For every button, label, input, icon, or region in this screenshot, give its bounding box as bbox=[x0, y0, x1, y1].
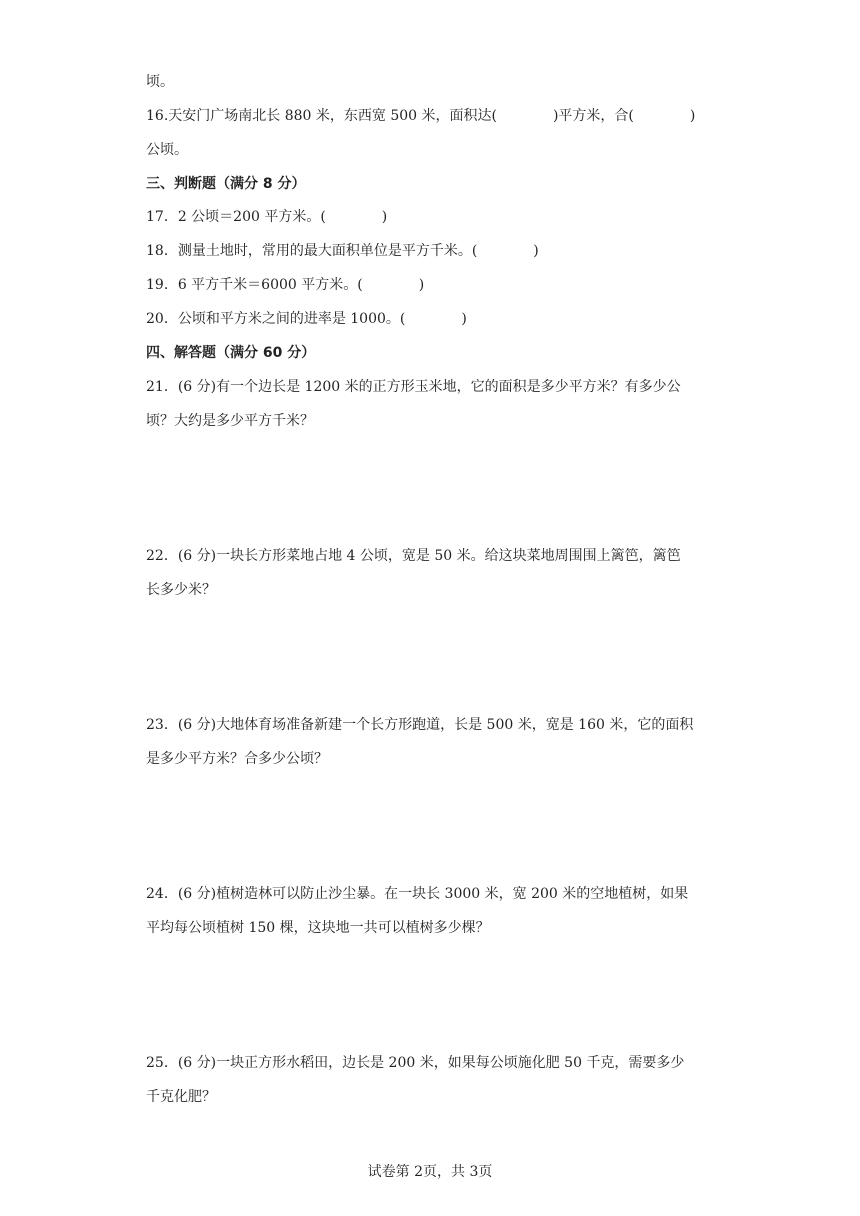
section-4-heading: 四、解答题（满分 60 分） bbox=[146, 345, 316, 361]
question-17: 17．2 公顷＝200 平方米。( ) bbox=[146, 209, 388, 225]
question-23-line2: 是多少平方米？合多少公顷？ bbox=[146, 751, 328, 767]
question-21-line2: 顷？大约是多少平方千米？ bbox=[146, 413, 314, 429]
question-16-line1: 16.天安门广场南北长 880 米，东西宽 500 米，面积达( )平方米，合( ) bbox=[146, 108, 696, 124]
page-footer: 试卷第 2页，共 3页 bbox=[367, 1164, 493, 1180]
question-22-line2: 长多少米？ bbox=[146, 582, 216, 598]
section-3-heading: 三、判断题（满分 8 分） bbox=[146, 176, 306, 192]
question-24-line1: 24．(6 分)植树造林可以防止沙尘暴。在一块长 3000 米，宽 200 米的空地植树，如果 bbox=[146, 886, 689, 902]
question-19: 19．6 平方千米＝6000 平方米。( ) bbox=[146, 277, 425, 293]
question-24-line2: 平均每公顷植树 150 棵，这块地一共可以植树多少棵？ bbox=[146, 920, 490, 936]
question-18: 18．测量土地时，常用的最大面积单位是平方千米。( ) bbox=[146, 243, 539, 259]
question-16-line2: 公顷。 bbox=[146, 142, 188, 158]
question-21-line1: 21．(6 分)有一个边长是 1200 米的正方形玉米地，它的面积是多少平方米？有多少公 bbox=[146, 379, 681, 395]
question-22-line1: 22．(6 分)一块长方形菜地占地 4 公顷，宽是 50 米。给这块菜地周围围上篱笆，篱笆 bbox=[146, 548, 681, 564]
question-20: 20．公顷和平方米之间的进率是 1000。( ) bbox=[146, 311, 467, 327]
q15-continuation: 顷。 bbox=[146, 74, 174, 90]
question-23-line1: 23．(6 分)大地体育场准备新建一个长方形跑道，长是 500 米，宽是 160 米，它的面积 bbox=[146, 717, 694, 733]
question-25-line1: 25．(6 分)一块正方形水稻田，边长是 200 米，如果每公顷施化肥 50 千克，需要多少 bbox=[146, 1055, 685, 1071]
question-25-line2: 千克化肥？ bbox=[146, 1089, 216, 1105]
